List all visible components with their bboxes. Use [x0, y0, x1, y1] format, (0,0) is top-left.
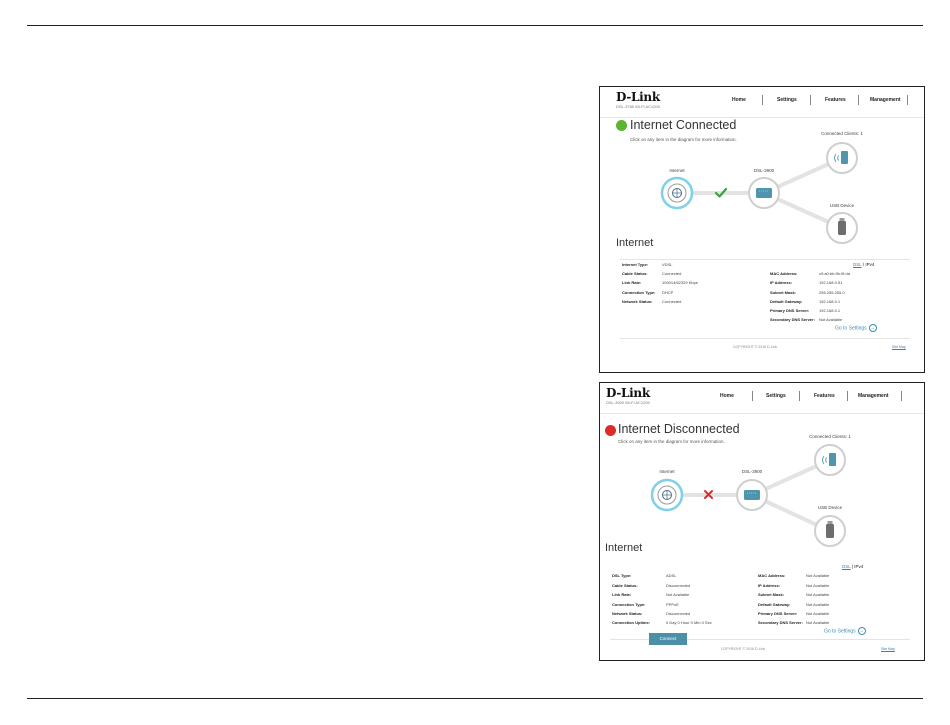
- status-title: Internet Disconnected: [618, 422, 740, 436]
- tab-dsl[interactable]: DSL: [853, 262, 862, 267]
- info-value: Disconnected: [666, 611, 691, 616]
- arrow-right-icon: →: [859, 628, 864, 633]
- clients-node-label: Connected Clients: 1: [809, 434, 851, 439]
- info-label: Default Gateway:: [770, 299, 803, 304]
- router-node[interactable]: [749, 178, 779, 208]
- info-value: VDSL: [662, 262, 673, 267]
- info-value: 192.168.0.1: [819, 299, 841, 304]
- nav-features[interactable]: Features: [825, 97, 846, 103]
- screenshot-connected: [599, 86, 925, 373]
- site-map-link[interactable]: Site Map: [892, 345, 906, 349]
- tab-separator: |: [851, 564, 854, 569]
- status-title: Internet Connected: [630, 118, 737, 132]
- diagram-hint: Click on any item in the diagram for more information.: [618, 439, 725, 444]
- info-label: Subnet Mask:: [758, 592, 785, 597]
- internet-node-label: Internet: [659, 469, 675, 474]
- internet-node-label: Internet: [669, 168, 685, 173]
- router-node-label: DSL-3900: [753, 168, 775, 173]
- tab-separator: /: [862, 262, 865, 267]
- router-node-label: DSL-3900: [741, 469, 763, 474]
- info-label: Primary DNS Server:: [758, 611, 798, 616]
- go-to-settings-label: Go to Settings: [824, 628, 856, 635]
- info-label: Link Rate:: [612, 592, 632, 597]
- info-value: Disconnected: [666, 583, 691, 588]
- usb-device-node[interactable]: [815, 516, 845, 546]
- dlink-logo[interactable]: D-Link: [616, 90, 660, 104]
- info-label: Subnet Mask:: [770, 290, 797, 295]
- info-label: IP Address:: [758, 583, 781, 588]
- info-value: Connected: [662, 299, 682, 304]
- info-value: 255.255.255.0: [819, 290, 845, 295]
- diagram-hint: Click on any item in the diagram for more information.: [630, 137, 737, 142]
- site-map-link[interactable]: Site Map: [881, 647, 895, 651]
- arrow-right-icon: →: [870, 325, 875, 330]
- info-label: Cable Status:: [612, 583, 638, 588]
- nav-home[interactable]: Home: [720, 393, 734, 399]
- info-label: Connection Uptime:: [612, 620, 650, 625]
- copyright-text: COPYRIGHT © 2016 D-Link: [721, 647, 766, 651]
- usb-node-label: USB Device: [817, 505, 843, 510]
- go-to-settings-label: Go to Settings: [835, 325, 867, 332]
- info-value: Not Available: [806, 573, 830, 578]
- protocol-tabs: [853, 262, 874, 267]
- info-label: MAC Address:: [758, 573, 786, 578]
- info-value: Not Available: [819, 317, 843, 322]
- info-value: 192.168.0.51: [819, 280, 843, 285]
- section-divider: [620, 259, 910, 260]
- info-label: Secondary DNS Server:: [758, 620, 803, 625]
- info-value: 100014/62329 Kbps: [662, 280, 698, 285]
- go-to-settings-link[interactable]: [824, 627, 866, 635]
- nav-settings[interactable]: Settings: [777, 97, 797, 103]
- model-subtitle: DSL-3900 Wi-Fi AC1200: [606, 400, 650, 405]
- connected-clients-node[interactable]: [827, 143, 857, 173]
- info-value: 0 Day 0 Hour 0 Min 0 Sec: [666, 620, 712, 625]
- tab-dsl[interactable]: DSL: [842, 564, 851, 569]
- internet-section-title: Internet: [605, 542, 643, 554]
- info-label: Network Status:: [612, 611, 643, 616]
- info-value: Not Available: [666, 592, 690, 597]
- nav-features[interactable]: Features: [814, 393, 835, 399]
- info-value: Not Available: [806, 592, 830, 597]
- info-label: Primary DNS Server:: [770, 308, 810, 313]
- info-value: ADSL: [666, 573, 677, 578]
- nav-home[interactable]: Home: [732, 97, 746, 103]
- internet-section-title: Internet: [616, 237, 654, 249]
- footer-divider: [620, 338, 910, 339]
- info-label: DSL Type:: [612, 573, 632, 578]
- info-label: Connection Type:: [612, 602, 646, 607]
- info-value: Connected: [662, 271, 682, 276]
- info-value: Not Available: [806, 602, 830, 607]
- top-rule: [27, 25, 923, 26]
- info-value: Not Available: [806, 611, 830, 616]
- info-label: MAC Address:: [770, 271, 798, 276]
- connected-clients-node[interactable]: [815, 445, 845, 475]
- router-node[interactable]: [737, 480, 767, 510]
- info-label: Connection Type:: [622, 290, 656, 295]
- protocol-tabs: [842, 564, 863, 569]
- info-value: c0:a0:bb:9b:0f:da: [819, 271, 850, 276]
- usb-device-node[interactable]: [827, 213, 857, 243]
- info-label: Network Status:: [622, 299, 653, 304]
- screenshot-disconnected: [599, 382, 925, 661]
- clients-node-label: Connected Clients: 1: [821, 131, 863, 136]
- dlink-logo[interactable]: D-Link: [606, 386, 650, 400]
- info-label: Default Gateway:: [758, 602, 791, 607]
- info-label: Cable Status:: [622, 271, 648, 276]
- info-value: Not Available: [806, 583, 830, 588]
- info-label: Secondary DNS Server:: [770, 317, 815, 322]
- connect-button[interactable]: Connect: [649, 633, 687, 645]
- tab-ipv4[interactable]: IPv4: [865, 262, 875, 267]
- nav-management[interactable]: Management: [870, 97, 901, 103]
- network-diagram: [600, 383, 924, 660]
- nav-management[interactable]: Management: [858, 393, 889, 399]
- info-value: Not Available: [806, 620, 830, 625]
- info-value: PPPoE: [666, 602, 679, 607]
- info-label: Internet Type:: [622, 262, 649, 267]
- bottom-rule: [27, 698, 923, 699]
- usb-node-label: USB Device: [829, 203, 855, 208]
- tab-ipv4[interactable]: IPv4: [854, 564, 864, 569]
- info-value: 192.168.0.1: [819, 308, 841, 313]
- internet-node[interactable]: [662, 178, 692, 208]
- info-label: Link Rate:: [622, 280, 642, 285]
- copyright-text: COPYRIGHT © 2016 D-Link: [733, 345, 778, 349]
- nav-settings[interactable]: Settings: [766, 393, 786, 399]
- go-to-settings-link[interactable]: [835, 324, 877, 332]
- model-subtitle: DSL-3785 Wi-Fi AC1200: [616, 104, 660, 109]
- internet-node[interactable]: [652, 480, 682, 510]
- info-value: DHCP: [662, 290, 674, 295]
- info-label: IP Address:: [770, 280, 793, 285]
